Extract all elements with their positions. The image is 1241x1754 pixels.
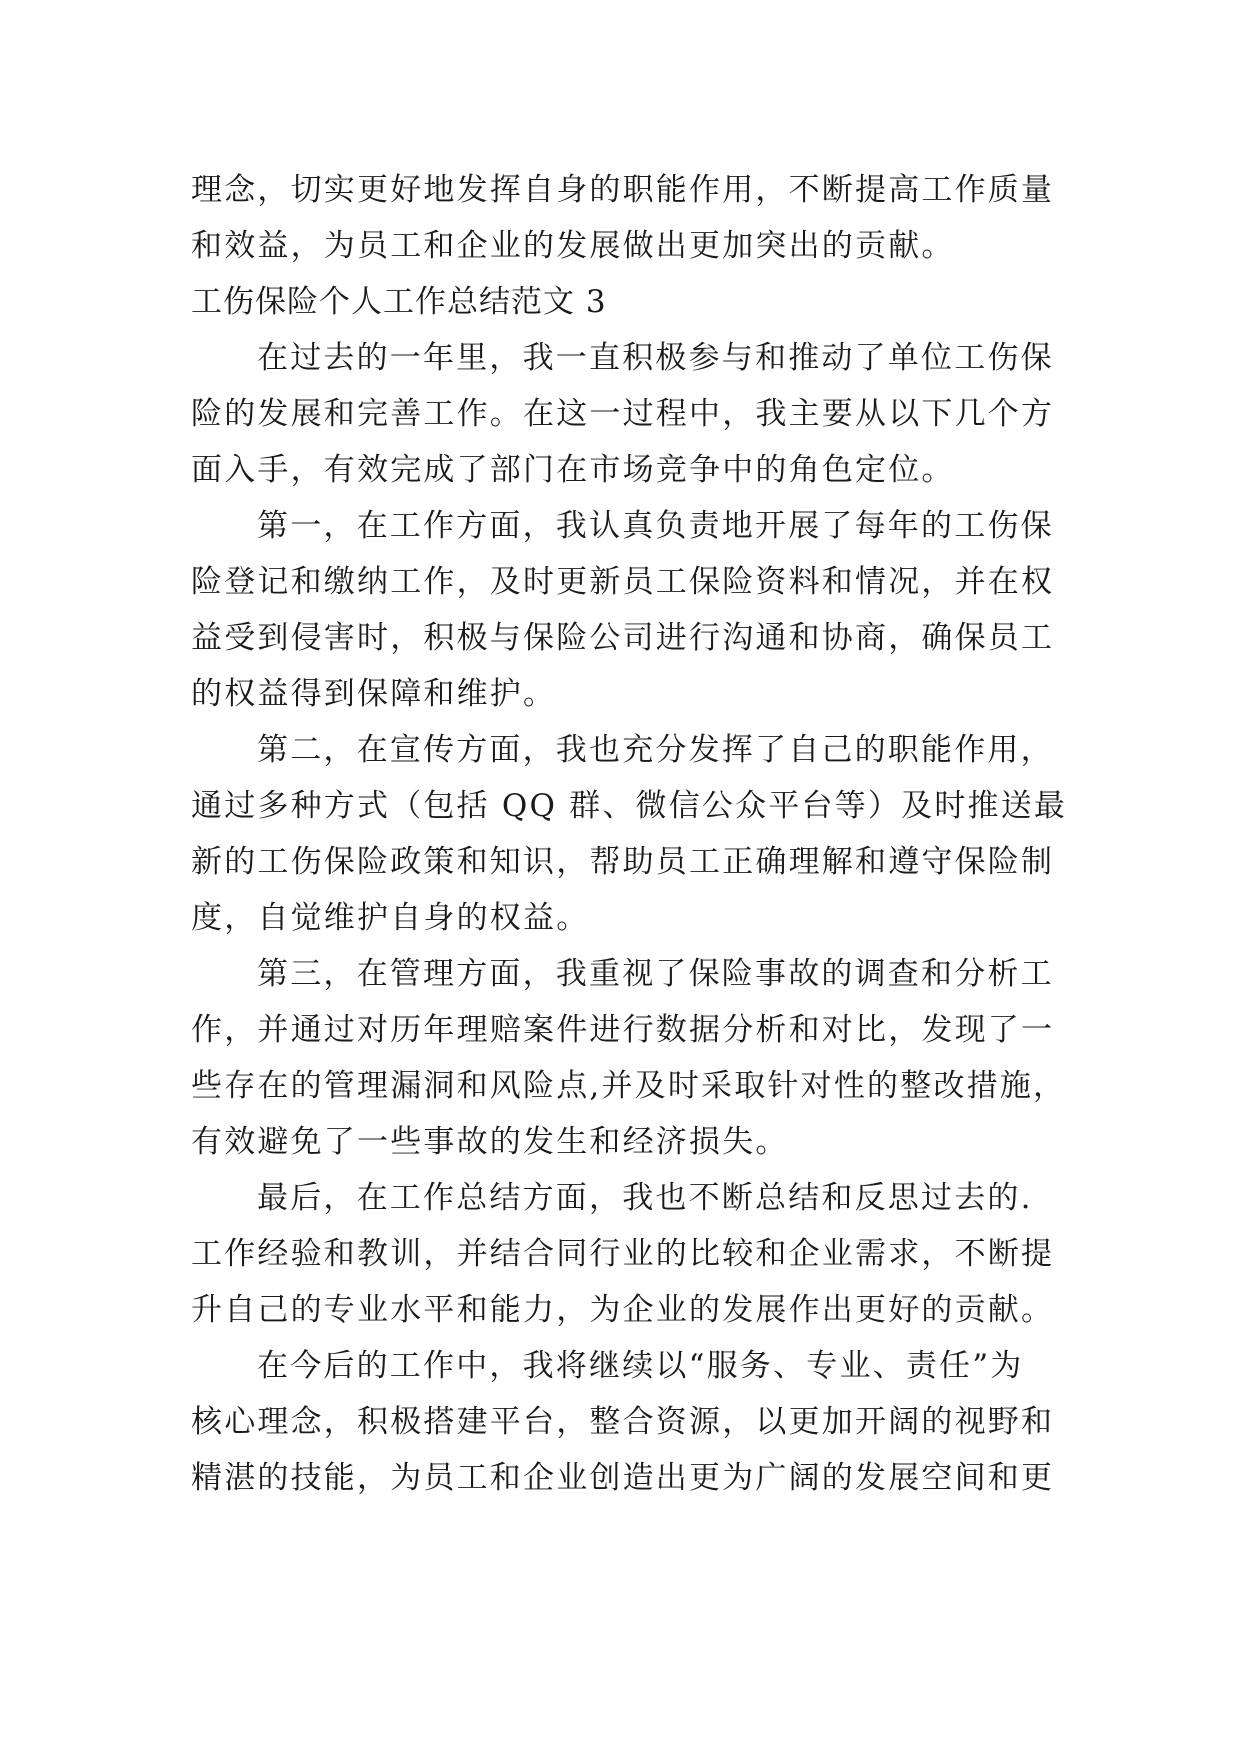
text-line: 第三，在管理方面，我重视了保险事故的调查和分析工 xyxy=(257,956,1054,992)
text-line: 的权益得到保障和维护。 xyxy=(191,676,557,712)
text-line: 工作经验和教训，并结合同行业的比较和企业需求，不断提 xyxy=(191,1236,1055,1272)
text-line: 和效益，为员工和企业的发展做出更加突出的贡献。 xyxy=(191,228,955,264)
text-line: 益受到侵害时，积极与保险公司进行沟通和协商，确保员工 xyxy=(191,620,1055,656)
text-line: 第一，在工作方面，我认真负责地开展了每年的工伤保 xyxy=(257,508,1054,544)
text-line: 些存在的管理漏洞和风险点,并及时采取针对性的整改措施， xyxy=(191,1068,1067,1104)
text-line: 新的工伤保险政策和知识，帮助员工正确理解和遵守保险制 xyxy=(191,844,1055,880)
text-line: 核心理念，积极搭建平台，整合资源，以更加开阔的视野和 xyxy=(191,1404,1055,1440)
text-line: 在今后的工作中，我将继续以“服务、专业、责任”为 xyxy=(257,1348,1024,1384)
text-line: 度，自觉维护自身的权益。 xyxy=(191,900,590,936)
text-line: 第二，在宣传方面，我也充分发挥了自己的职能作用， xyxy=(257,732,1054,768)
text-line: 理念，切实更好地发挥自身的职能作用，不断提高工作质量 xyxy=(191,172,1055,208)
text-line: 精湛的技能，为员工和企业创造出更为广阔的发展空间和更 xyxy=(191,1460,1055,1496)
text-line: 在过去的一年里，我一直积极参与和推动了单位工伤保 xyxy=(257,340,1054,376)
text-line: 作，并通过对历年理赔案件进行数据分析和对比，发现了一 xyxy=(191,1012,1055,1048)
text-line: 险登记和缴纳工作，及时更新员工保险资料和情况，并在权 xyxy=(191,564,1055,600)
text-line: 通过多种方式（包括 QQ 群、微信公众平台等）及时推送最 xyxy=(191,788,1068,824)
document-body xyxy=(191,162,1068,1506)
text-line: 险的发展和完善工作。在这一过程中，我主要从以下几个方 xyxy=(191,396,1055,432)
section-heading: 工伤保险个人工作总结范文 3 xyxy=(191,284,607,320)
text-line: 最后，在工作总结方面，我也不断总结和反思过去的. xyxy=(257,1180,1033,1216)
text-line: 升自己的专业水平和能力，为企业的发展作出更好的贡献。 xyxy=(191,1292,1055,1328)
text-line: 面入手，有效完成了部门在市场竞争中的角色定位。 xyxy=(191,452,955,488)
text-line: 有效避免了一些事故的发生和经济损失。 xyxy=(191,1124,789,1160)
